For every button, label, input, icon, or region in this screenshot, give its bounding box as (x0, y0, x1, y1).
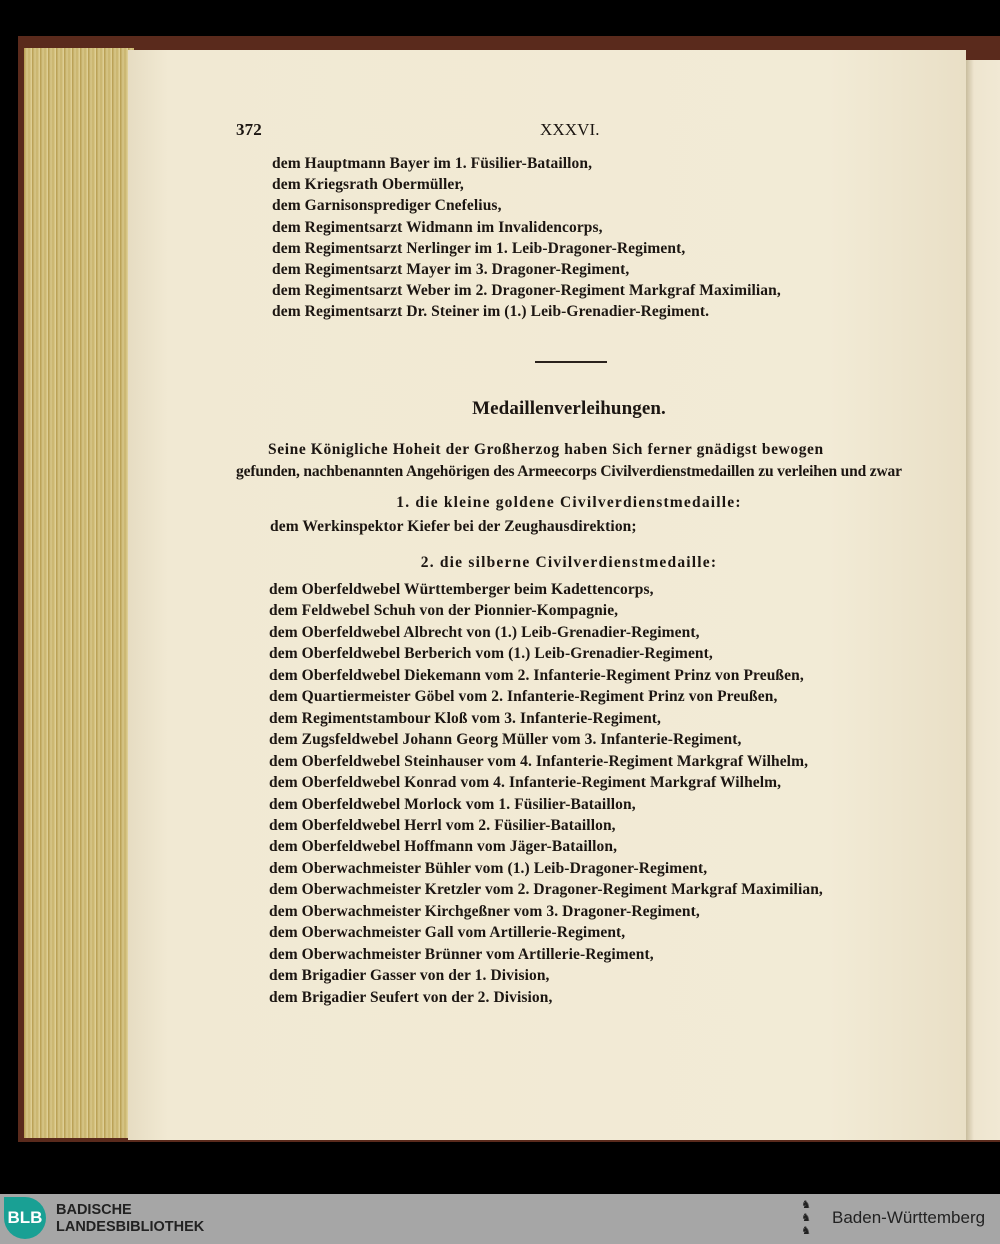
list-item: dem Feldwebel Schuh von der Pionnier-Kompagnie, (269, 602, 619, 620)
list-item: dem Oberwachmeister Bühler vom (1.) Leib-Dragoner-Regiment, (269, 859, 708, 877)
list-item: dem Oberfeldwebel Diekemann vom 2. Infanterie-Regiment Prinz von Preußen, (269, 666, 804, 684)
list-item: dem Oberfeldwebel Konrad vom 4. Infanterie-Regiment Markgraf Wilhelm, (269, 774, 782, 792)
library-name-line2: LANDESBIBLIOTHEK (56, 1219, 205, 1235)
page-edges (24, 48, 134, 1138)
blb-logo[interactable]: BLB (4, 1197, 46, 1239)
section-divider (535, 361, 607, 363)
list-item: dem Regimentsarzt Nerlinger im 1. Leib-Dragoner-Regiment, (272, 239, 686, 257)
footer-bar (0, 1194, 1000, 1244)
running-head: XXXVI. (540, 120, 600, 139)
list-item: dem Regimentsarzt Weber im 2. Dragoner-Regiment Markgraf Maximilian, (272, 282, 781, 300)
intro-line: Seine Königliche Hoheit der Großherzog haben Sich ferner gnädigst bewogen (268, 441, 824, 458)
intro-line: gefunden, nachbenannten Angehörigen des Armeecorps Civilverdienstmedaillen zu verleihen und zwar (236, 463, 902, 480)
list-item: dem Brigadier Gasser von der 1. Division, (269, 967, 550, 985)
page-number: 372 (236, 120, 262, 139)
list-item: dem Werkinspektor Kiefer bei der Zeughausdirektion; (270, 518, 637, 535)
list-item: dem Oberfeldwebel Steinhauser vom 4. Infanterie-Regiment Markgraf Wilhelm, (269, 752, 809, 770)
list-item: dem Oberfeldwebel Hoffmann vom Jäger-Bataillon, (269, 838, 618, 856)
list-item: dem Regimentsarzt Dr. Steiner im (1.) Leib-Grenadier-Regiment. (272, 303, 710, 321)
list-item: dem Oberfeldwebel Albrecht von (1.) Leib-Grenadier-Regiment, (269, 623, 700, 641)
list-item: dem Regimentsarzt Mayer im 3. Dragoner-Regiment, (272, 261, 630, 278)
list-item: dem Oberwachmeister Gall vom Artillerie-Regiment, (269, 924, 626, 942)
list-item: dem Kriegsrath Obermüller, (272, 176, 464, 194)
list-item: dem Oberfeldwebel Herrl vom 2. Füsilier-Bataillon, (269, 816, 616, 834)
list-item: dem Oberfeldwebel Württemberger beim Kadettencorps, (269, 581, 654, 598)
section-heading: Medaillenverleihungen. (472, 398, 666, 419)
list-item: dem Quartiermeister Göbel vom 2. Infanterie-Regiment Prinz von Preußen, (269, 688, 778, 706)
facing-page-edge (966, 60, 1000, 1140)
list-item: dem Oberwachmeister Kretzler vom 2. Dragoner-Regiment Markgraf Maximilian, (269, 881, 823, 899)
subsection-heading: 2. die silberne Civilverdienstmedaille: (420, 554, 718, 571)
list-item: dem Oberwachmeister Brünner vom Artillerie-Regiment, (269, 945, 654, 963)
state-name[interactable]: Baden-Württemberg (832, 1208, 986, 1227)
list-item: dem Oberfeldwebel Morlock vom 1. Füsilier-Bataillon, (269, 795, 636, 813)
list-item: dem Oberfeldwebel Berberich vom (1.) Leib-Grenadier-Regiment, (269, 645, 713, 663)
subsection-heading: 1. die kleine goldene Civilverdienstmedaille: (396, 494, 742, 511)
list-item: dem Hauptmann Bayer im 1. Füsilier-Bataillon, (272, 155, 593, 172)
list-item: dem Garnisonsprediger Cnefelius, (272, 197, 502, 215)
list-item: dem Oberwachmeister Kirchgeßner vom 3. Dragoner-Regiment, (269, 902, 700, 920)
state-lions-icon: ♞ ♞ ♞ (801, 1199, 811, 1237)
list-item: dem Brigadier Seufert von der 2. Division, (269, 988, 553, 1006)
library-name[interactable] (56, 1202, 204, 1236)
library-name-line1: BADISCHE (56, 1202, 132, 1218)
list-item: dem Regimentstambour Kloß vom 3. Infanterie-Regiment, (269, 709, 662, 727)
list-item: dem Zugsfeldwebel Johann Georg Müller vom 3. Infanterie-Regiment, (269, 731, 742, 749)
list-item: dem Regimentsarzt Widmann im Invalidencorps, (272, 218, 603, 236)
